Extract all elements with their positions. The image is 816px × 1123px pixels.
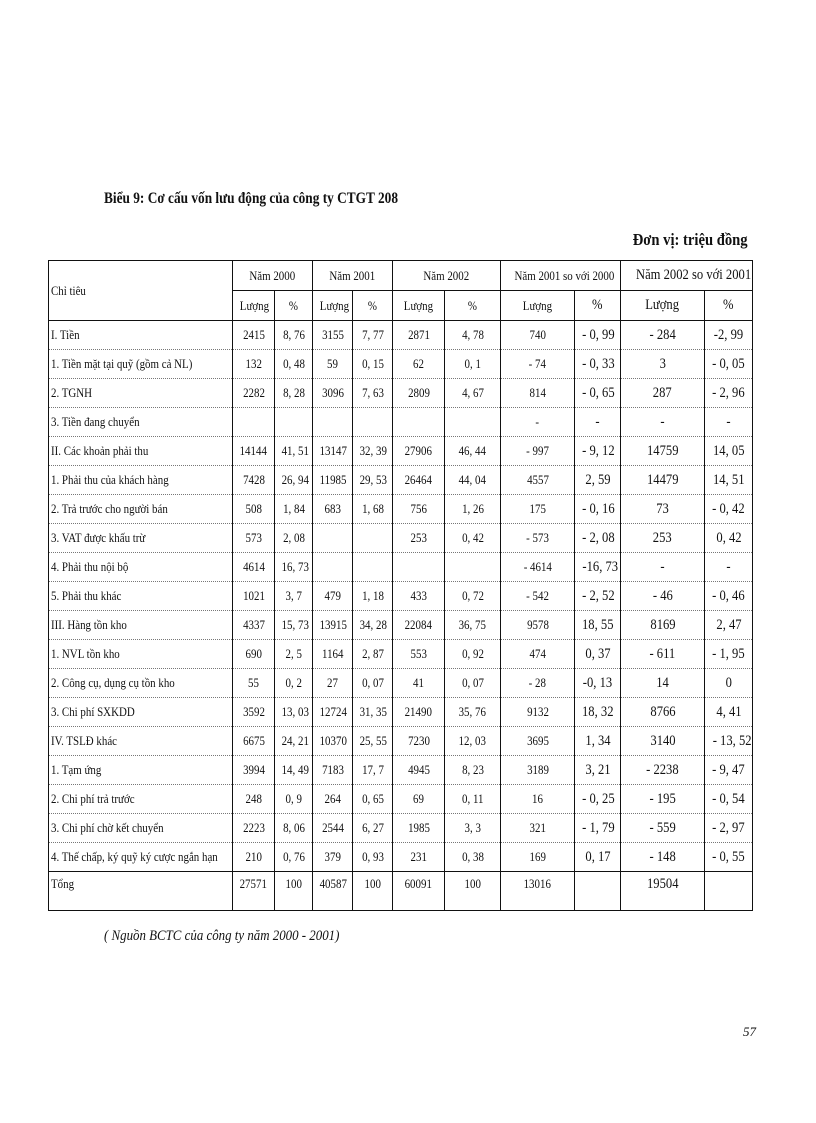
table-cell: - 0, 99 <box>575 321 621 350</box>
table-cell: 27571 <box>233 872 275 911</box>
table-cell: 3140 <box>621 727 705 756</box>
table-cell: - 2, 97 <box>705 814 753 843</box>
table-cell: 62 <box>393 350 445 379</box>
table-cell: - <box>705 553 753 582</box>
table-cell: 1985 <box>393 814 445 843</box>
table-row <box>49 582 753 611</box>
header-group: Năm 2002 <box>393 261 501 291</box>
header-sub: Lượng <box>501 291 575 321</box>
row-label: 2. Công cụ, dụng cụ tồn kho <box>49 669 233 698</box>
table-cell: 9578 <box>501 611 575 640</box>
table-cell: 4, 78 <box>445 321 501 350</box>
table-cell: 756 <box>393 495 445 524</box>
table-cell <box>313 524 353 553</box>
table-cell: - 28 <box>501 669 575 698</box>
row-label: II. Các khoản phải thu <box>49 437 233 466</box>
table-cell: 740 <box>501 321 575 350</box>
table-cell: 11985 <box>313 466 353 495</box>
table-cell: 379 <box>313 843 353 872</box>
table-cell: - 2238 <box>621 756 705 785</box>
header-sub: Lượng <box>233 291 275 321</box>
table-cell: 3695 <box>501 727 575 756</box>
table-cell: 34, 28 <box>353 611 393 640</box>
table-cell: 26464 <box>393 466 445 495</box>
row-label: 3. VAT được khấu trừ <box>49 524 233 553</box>
table-row <box>49 321 753 350</box>
table-cell: 6675 <box>233 727 275 756</box>
table-cell <box>313 553 353 582</box>
table-cell: - 0, 65 <box>575 379 621 408</box>
source-note: ( Nguồn BCTC của công ty năm 2000 - 2001) <box>104 928 340 944</box>
table-cell: - 542 <box>501 582 575 611</box>
table-cell: 8169 <box>621 611 705 640</box>
table-cell: 100 <box>445 872 501 911</box>
table-cell: - 573 <box>501 524 575 553</box>
row-label: III. Hàng tồn kho <box>49 611 233 640</box>
table-cell: 231 <box>393 843 445 872</box>
table-cell: 814 <box>501 379 575 408</box>
table-cell: 2871 <box>393 321 445 350</box>
table-cell: 31, 35 <box>353 698 393 727</box>
table-cell: 14144 <box>233 437 275 466</box>
table-cell: 21490 <box>393 698 445 727</box>
table-cell: 4, 67 <box>445 379 501 408</box>
table-cell: 0, 42 <box>705 524 753 553</box>
table-cell: - <box>621 408 705 437</box>
row-label: 1. Phải thu của khách hàng <box>49 466 233 495</box>
table-cell: - 0, 25 <box>575 785 621 814</box>
table-cell: 14, 05 <box>705 437 753 466</box>
table-cell: 10370 <box>313 727 353 756</box>
table-cell: 55 <box>233 669 275 698</box>
table-cell: - 4614 <box>501 553 575 582</box>
table-cell: 3189 <box>501 756 575 785</box>
row-label: I. Tiền <box>49 321 233 350</box>
table-cell: - 74 <box>501 350 575 379</box>
table-cell: 14759 <box>621 437 705 466</box>
header-sub: % <box>575 291 621 321</box>
table-cell: - 0, 33 <box>575 350 621 379</box>
table-cell: 16, 73 <box>275 553 313 582</box>
header-sub: Lượng <box>621 291 705 321</box>
table-cell: -0, 13 <box>575 669 621 698</box>
row-label: 2. TGNH <box>49 379 233 408</box>
table-row <box>49 785 753 814</box>
table-cell: 0, 38 <box>445 843 501 872</box>
table-cell: - 997 <box>501 437 575 466</box>
table-cell: 1, 18 <box>353 582 393 611</box>
table-row <box>49 495 753 524</box>
table-cell: 15, 73 <box>275 611 313 640</box>
table-cell: 0, 11 <box>445 785 501 814</box>
table-cell: 14, 49 <box>275 756 313 785</box>
table-cell: 7230 <box>393 727 445 756</box>
table-cell: 210 <box>233 843 275 872</box>
table-cell <box>353 524 393 553</box>
table-cell: 0, 93 <box>353 843 393 872</box>
table-cell: 44, 04 <box>445 466 501 495</box>
table-cell: 175 <box>501 495 575 524</box>
header-group: Năm 2000 <box>233 261 313 291</box>
table-cell: 2282 <box>233 379 275 408</box>
table-row <box>49 553 753 582</box>
table-cell: 321 <box>501 814 575 843</box>
table-cell: 3, 7 <box>275 582 313 611</box>
table-cell <box>313 408 353 437</box>
table-cell: 7428 <box>233 466 275 495</box>
table-cell: 2544 <box>313 814 353 843</box>
table-cell: 22084 <box>393 611 445 640</box>
table-cell: - 9, 47 <box>705 756 753 785</box>
table-cell: 8, 28 <box>275 379 313 408</box>
table-cell: 1, 34 <box>575 727 621 756</box>
header-sub: Lượng <box>393 291 445 321</box>
table-cell: - 0, 46 <box>705 582 753 611</box>
header-group: Năm 2001 <box>313 261 393 291</box>
table-row <box>49 843 753 872</box>
table-cell: 253 <box>393 524 445 553</box>
document-title: Biểu 9: Cơ cấu vốn lưu động của công ty CTGT 208 <box>104 190 398 207</box>
table-row <box>49 524 753 553</box>
table-cell: 0, 9 <box>275 785 313 814</box>
row-label: 4. Thế chấp, ký quỹ ký cược ngắn hạn <box>49 843 233 872</box>
table-row <box>49 814 753 843</box>
table-cell: 46, 44 <box>445 437 501 466</box>
table-cell <box>353 553 393 582</box>
table-cell: - 284 <box>621 321 705 350</box>
table-cell: 0, 92 <box>445 640 501 669</box>
table-cell: 25, 55 <box>353 727 393 756</box>
table-cell: 0, 07 <box>353 669 393 698</box>
page-number: 57 <box>743 1024 756 1039</box>
row-label: 4. Phải thu nội bộ <box>49 553 233 582</box>
table-cell: - 1, 95 <box>705 640 753 669</box>
table-cell: 3, 21 <box>575 756 621 785</box>
table-cell: - 46 <box>621 582 705 611</box>
table-cell: 13016 <box>501 872 575 911</box>
table-cell <box>233 408 275 437</box>
capital-structure-table <box>48 260 753 911</box>
table-cell: 3096 <box>313 379 353 408</box>
table-cell: 13915 <box>313 611 353 640</box>
table-cell: 169 <box>501 843 575 872</box>
table-cell: - 195 <box>621 785 705 814</box>
table-cell: 8, 76 <box>275 321 313 350</box>
table-cell: 3155 <box>313 321 353 350</box>
header-sub: % <box>445 291 501 321</box>
table-cell: - 2, 96 <box>705 379 753 408</box>
table-row <box>49 379 753 408</box>
header-sub: % <box>705 291 753 321</box>
table-row <box>49 466 753 495</box>
table-cell: -16, 73 <box>575 553 621 582</box>
table-cell: 690 <box>233 640 275 669</box>
table-cell: 0, 37 <box>575 640 621 669</box>
table-cell: 248 <box>233 785 275 814</box>
row-label: 3. Chi phí SXKDD <box>49 698 233 727</box>
table-cell: 36, 75 <box>445 611 501 640</box>
table-cell: 19504 <box>621 872 705 911</box>
table-cell: - 0, 05 <box>705 350 753 379</box>
row-label: 3. Chi phí chờ kết chuyển <box>49 814 233 843</box>
header-group: Năm 2002 so với 2001 <box>621 261 753 291</box>
table-cell: 59 <box>313 350 353 379</box>
table-cell: - 611 <box>621 640 705 669</box>
table-cell: - 2, 52 <box>575 582 621 611</box>
table-cell: 18, 55 <box>575 611 621 640</box>
table-cell <box>275 408 313 437</box>
table-cell: 14, 51 <box>705 466 753 495</box>
table-cell: 479 <box>313 582 353 611</box>
table-cell: 17, 7 <box>353 756 393 785</box>
table-cell: - 13, 52 <box>705 727 753 756</box>
table-cell <box>353 408 393 437</box>
table-cell: 8, 06 <box>275 814 313 843</box>
row-label: 5. Phải thu khác <box>49 582 233 611</box>
row-label: 3. Tiền đang chuyển <box>49 408 233 437</box>
row-label: IV. TSLĐ khác <box>49 727 233 756</box>
header-sub: % <box>353 291 393 321</box>
table-cell: 7, 63 <box>353 379 393 408</box>
table-cell: 41 <box>393 669 445 698</box>
table-cell: 0, 1 <box>445 350 501 379</box>
table-cell: - 0, 42 <box>705 495 753 524</box>
table-cell: 8766 <box>621 698 705 727</box>
table-cell: 132 <box>233 350 275 379</box>
table-cell: 7, 77 <box>353 321 393 350</box>
table-cell: - 559 <box>621 814 705 843</box>
table-cell: - <box>575 408 621 437</box>
table-cell: 3 <box>621 350 705 379</box>
table-cell: 8, 23 <box>445 756 501 785</box>
table-cell: 553 <box>393 640 445 669</box>
unit-label: Đơn vị: triệu đồng <box>633 230 748 249</box>
table-cell: 27 <box>313 669 353 698</box>
table-cell <box>445 408 501 437</box>
table-cell: 13, 03 <box>275 698 313 727</box>
table-cell: 1, 68 <box>353 495 393 524</box>
table-cell: - 0, 16 <box>575 495 621 524</box>
table-cell: 0 <box>705 669 753 698</box>
table-row <box>49 350 753 379</box>
table-cell: 1021 <box>233 582 275 611</box>
table-cell: - 1, 79 <box>575 814 621 843</box>
table-cell: 12724 <box>313 698 353 727</box>
table-cell: 40587 <box>313 872 353 911</box>
table-cell: 2223 <box>233 814 275 843</box>
table-cell: 35, 76 <box>445 698 501 727</box>
header-sub: % <box>275 291 313 321</box>
row-label: 1. Tạm ứng <box>49 756 233 785</box>
table-row <box>49 437 753 466</box>
table-cell: - <box>621 553 705 582</box>
header-row-groups <box>49 261 753 291</box>
row-label: 2. Chi phí trả trước <box>49 785 233 814</box>
table-row <box>49 408 753 437</box>
row-label: 1. NVL tồn kho <box>49 640 233 669</box>
table-cell: 2, 5 <box>275 640 313 669</box>
table-cell <box>393 553 445 582</box>
table-cell: 0, 48 <box>275 350 313 379</box>
table-cell: 4614 <box>233 553 275 582</box>
table-cell: 3, 3 <box>445 814 501 843</box>
table-cell: 24, 21 <box>275 727 313 756</box>
table-cell <box>445 553 501 582</box>
table-cell: 2, 47 <box>705 611 753 640</box>
table-cell: 3994 <box>233 756 275 785</box>
table-cell: 433 <box>393 582 445 611</box>
table-cell: 100 <box>353 872 393 911</box>
table-cell: 287 <box>621 379 705 408</box>
table-cell: 41, 51 <box>275 437 313 466</box>
table-cell: 0, 42 <box>445 524 501 553</box>
table-cell: 0, 2 <box>275 669 313 698</box>
row-label: Tổng <box>49 872 233 911</box>
table-row <box>49 727 753 756</box>
table-cell: - 0, 55 <box>705 843 753 872</box>
table-cell <box>393 408 445 437</box>
table-cell: 14479 <box>621 466 705 495</box>
table-cell: 13147 <box>313 437 353 466</box>
table-cell: 60091 <box>393 872 445 911</box>
header-sub: Lượng <box>313 291 353 321</box>
table-cell: 0, 72 <box>445 582 501 611</box>
table-cell: -2, 99 <box>705 321 753 350</box>
table-cell: 2809 <box>393 379 445 408</box>
table-cell: 26, 94 <box>275 466 313 495</box>
table-row <box>49 756 753 785</box>
table-cell <box>705 872 753 911</box>
table-cell: 7183 <box>313 756 353 785</box>
table-cell: 0, 17 <box>575 843 621 872</box>
table-cell: 4337 <box>233 611 275 640</box>
table-cell: 73 <box>621 495 705 524</box>
table-cell: 573 <box>233 524 275 553</box>
table-cell: 0, 07 <box>445 669 501 698</box>
table-cell: 16 <box>501 785 575 814</box>
table-cell: 32, 39 <box>353 437 393 466</box>
table-cell: 3592 <box>233 698 275 727</box>
table-cell: 683 <box>313 495 353 524</box>
table-cell: 2415 <box>233 321 275 350</box>
table-cell: 6, 27 <box>353 814 393 843</box>
table-cell: 4, 41 <box>705 698 753 727</box>
table-cell: 474 <box>501 640 575 669</box>
table-cell: 0, 76 <box>275 843 313 872</box>
table-cell: 14 <box>621 669 705 698</box>
table-cell: - <box>501 408 575 437</box>
table-cell: 29, 53 <box>353 466 393 495</box>
table-cell: - 148 <box>621 843 705 872</box>
table-cell: 264 <box>313 785 353 814</box>
row-label: 1. Tiền mặt tại quỹ (gồm cả NL) <box>49 350 233 379</box>
table-cell: 100 <box>275 872 313 911</box>
table-cell: 27906 <box>393 437 445 466</box>
table-row <box>49 640 753 669</box>
table-row <box>49 698 753 727</box>
table-cell: 18, 32 <box>575 698 621 727</box>
table-cell: - 9, 12 <box>575 437 621 466</box>
table-cell: 2, 87 <box>353 640 393 669</box>
table-cell: 0, 65 <box>353 785 393 814</box>
table-cell: 0, 15 <box>353 350 393 379</box>
row-label: 2. Trả trước cho người bán <box>49 495 233 524</box>
table-cell: 4557 <box>501 466 575 495</box>
table-cell: 2, 59 <box>575 466 621 495</box>
table-cell: 1164 <box>313 640 353 669</box>
table-cell: - 2, 08 <box>575 524 621 553</box>
header-group: Năm 2001 so với 2000 <box>501 261 621 291</box>
table-cell: 69 <box>393 785 445 814</box>
table-cell: 9132 <box>501 698 575 727</box>
table-cell: 4945 <box>393 756 445 785</box>
table-cell: - 0, 54 <box>705 785 753 814</box>
table-cell: - <box>705 408 753 437</box>
table-cell: 1, 26 <box>445 495 501 524</box>
table-cell: 1, 84 <box>275 495 313 524</box>
table-row <box>49 669 753 698</box>
table-cell: 508 <box>233 495 275 524</box>
header-indicator: Chỉ tiêu <box>49 261 233 321</box>
table-cell: 12, 03 <box>445 727 501 756</box>
table-row <box>49 611 753 640</box>
table-cell <box>575 872 621 911</box>
total-row <box>49 872 753 911</box>
table-cell: 253 <box>621 524 705 553</box>
table-cell: 2, 08 <box>275 524 313 553</box>
